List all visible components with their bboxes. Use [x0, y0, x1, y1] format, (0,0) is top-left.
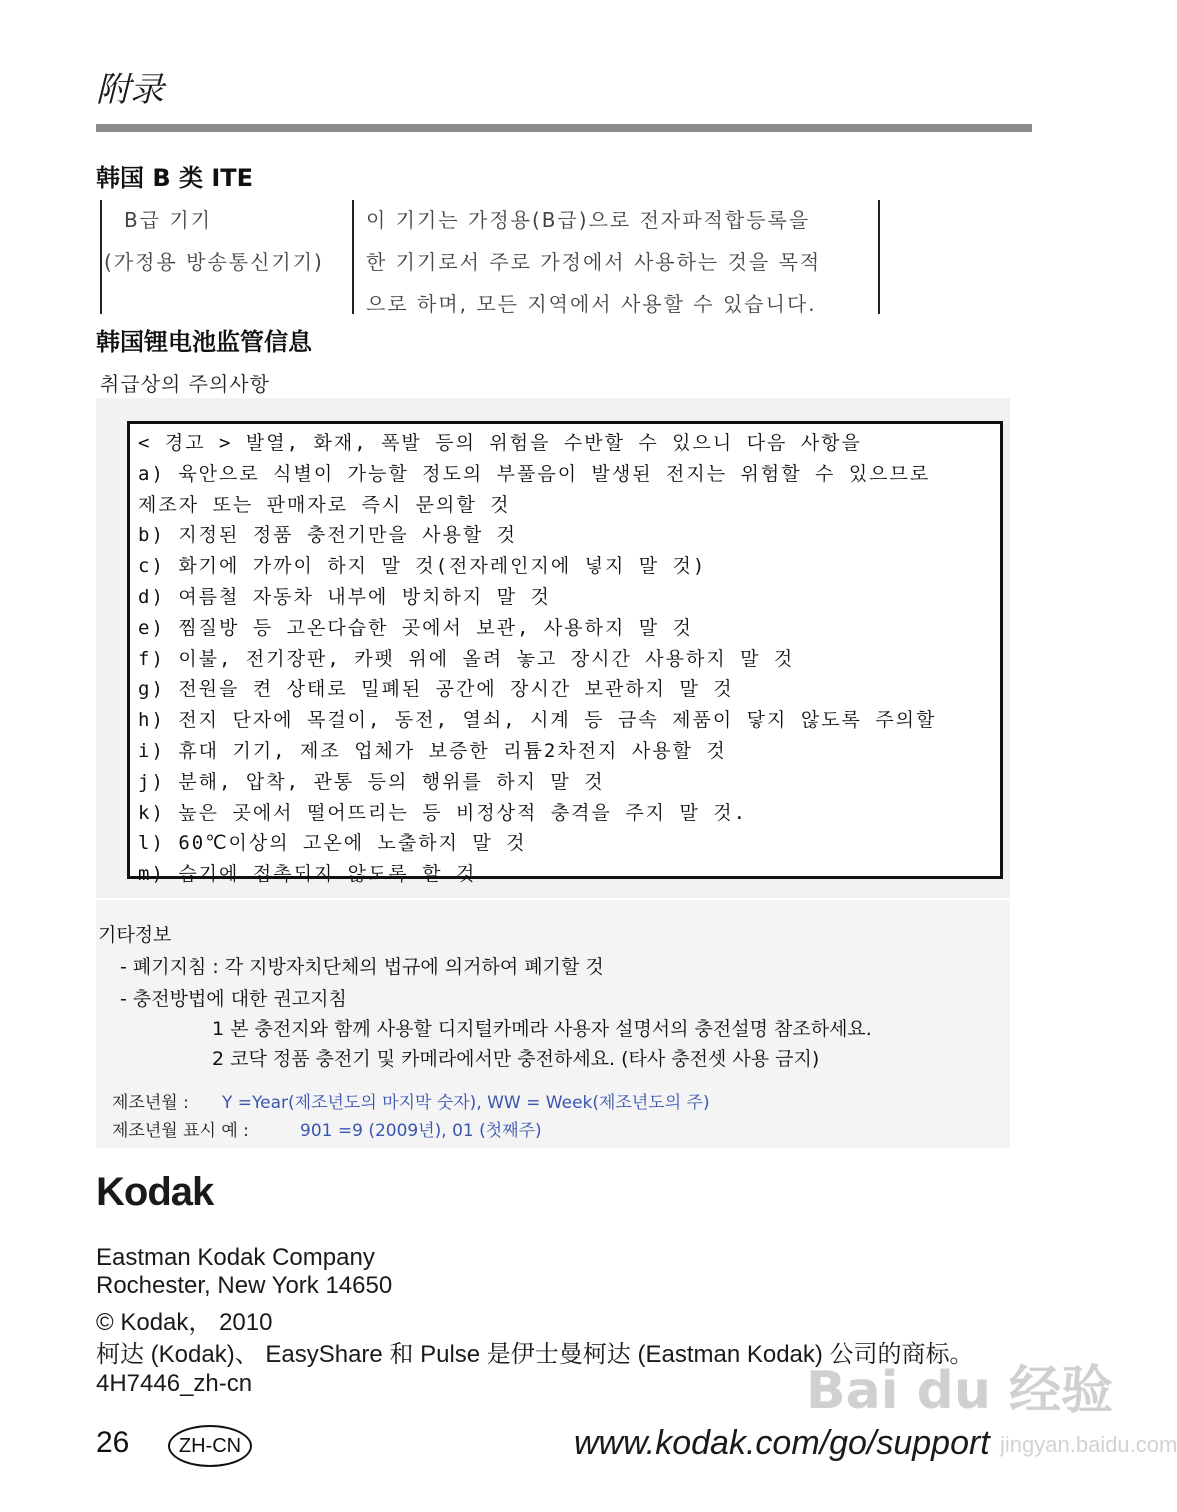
company-name: Eastman Kodak Company: [96, 1244, 375, 1271]
battery-warning-box: [127, 421, 1003, 886]
warning-line: e) 찜질방 등 고온다습한 곳에서 보관, 사용하지 말 것: [138, 616, 693, 639]
trademark-notice: 柯达 (Kodak)、 EasyShare 和 Pulse 是伊士曼柯达 (Eastman Kodak) 公司的商标。: [96, 1341, 974, 1368]
document-code: 4H7446_zh-cn: [96, 1370, 253, 1397]
warning-line: 제조자 또는 판매자로 즉시 문의할 것: [138, 493, 511, 516]
baidu-watermark-url: jingyan.baidu.com: [1000, 1432, 1177, 1457]
manufacture-example-value: 901 =9 (2009년), 01 (첫째주): [300, 1121, 542, 1141]
warning-line: k) 높은 곳에서 떨어뜨리는 등 비정상적 충격을 주지 말 것.: [138, 801, 748, 824]
precaution-label: 취급상의 주의사항: [100, 372, 270, 396]
charging-guideline-title: - 충전방법에 대한 권고지침: [120, 988, 347, 1010]
charging-guideline-item: 2 코닥 정품 충전기 및 카메라에서만 충전하세요. (타사 충전셋 사용 금지): [212, 1048, 820, 1070]
warning-line: i) 휴대 기기, 제조 업체가 보증한 리튬2차전지 사용할 것: [138, 739, 727, 762]
page-title: 附录: [96, 70, 164, 110]
table-border-middle: [352, 200, 354, 314]
charging-guideline-item: 1 본 충전지와 함께 사용할 디지털카메라 사용자 설명서의 충전설명 참조하세요.: [212, 1018, 872, 1040]
language-badge: ZH-CN: [168, 1425, 252, 1467]
header-divider: [96, 124, 1032, 132]
warning-line: d) 여름철 자동차 내부에 방치하지 말 것: [138, 585, 551, 608]
manufacture-example-label: 제조년월 표시 예 :: [112, 1121, 249, 1141]
warning-line: h) 전지 단자에 목걸이, 동전, 열쇠, 시계 등 금속 제품이 닿지 않도록 주의할: [138, 709, 937, 732]
ite-certification-table: [100, 200, 882, 314]
warning-line: < 경고 > 발열, 화재, 폭발 등의 위험을 수반할 수 있으니 다음 사항을: [138, 432, 862, 454]
disposal-guideline: - 폐기지침 : 각 지방자치단체의 법규에 의거하여 폐기할 것: [120, 956, 604, 978]
battery-section-heading: 韩国锂电池监管信息: [96, 328, 312, 356]
warning-line: f) 이불, 전기장판, 카펫 위에 올려 놓고 장시간 사용하지 말 것: [138, 647, 795, 670]
ite-class-description: (가정용 방송통신기기): [104, 250, 324, 274]
company-address: Rochester, New York 14650: [96, 1272, 393, 1299]
ite-statement-line: 이 기기는 가정용(B급)으로 전자파적합등록을: [366, 208, 811, 232]
table-border-left: [100, 200, 102, 314]
warning-line: l) 60℃이상의 고온에 노출하지 말 것: [138, 832, 527, 855]
ite-statement-line: 한 기기로서 주로 가정에서 사용하는 것을 목적: [366, 250, 822, 274]
support-url: www.kodak.com/go/support: [574, 1424, 990, 1462]
other-info-label: 기타정보: [98, 924, 172, 946]
warning-line: j) 분해, 압착, 관통 등의 행위를 하지 말 것: [138, 770, 605, 793]
warning-line: g) 전원을 켠 상태로 밀폐된 공간에 장시간 보관하지 말 것: [138, 678, 734, 701]
ite-class-label: B급 기기: [124, 208, 213, 232]
table-border-right: [878, 200, 880, 314]
manufacture-date-label: 제조년월 :: [112, 1093, 189, 1113]
ite-statement-line: 으로 하며, 모든 지역에서 사용할 수 있습니다.: [366, 292, 817, 316]
ite-section-heading: 韩国 B 类 ITE: [96, 164, 254, 192]
warning-line: c) 화기에 가까이 하지 말 것(전자레인지에 넣지 말 것): [138, 555, 707, 578]
baidu-watermark: Bai du 经验: [806, 1361, 1113, 1421]
warning-line: m) 습기에 접촉되지 않도록 할 것: [138, 863, 477, 886]
manufacture-date-format: Y =Year(제조년도의 마지막 숫자), WW = Week(제조년도의 주): [222, 1093, 710, 1113]
kodak-logo: Kodak: [96, 1170, 214, 1214]
warning-line: b) 지정된 정품 충전기만을 사용할 것: [138, 524, 518, 547]
copyright-notice: © Kodak， 2010: [96, 1309, 273, 1336]
warning-line: a) 육안으로 식별이 가능할 정도의 부풀음이 발생된 전지는 위험할 수 있으므로: [138, 462, 931, 485]
page-number: 26: [96, 1426, 130, 1459]
